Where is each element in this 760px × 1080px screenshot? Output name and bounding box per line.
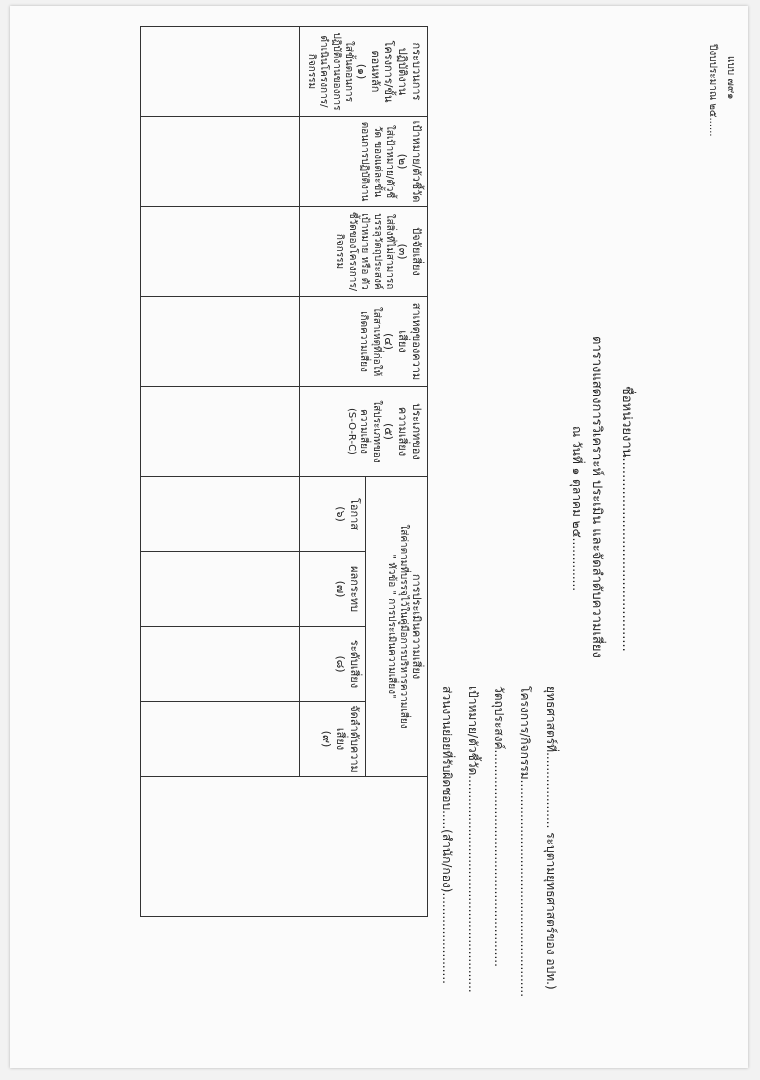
budget-year: ปีงบประมาณ ๒๕...... xyxy=(707,44,718,137)
objective-line: วัตถุประสงค์......................................................... xyxy=(492,686,506,967)
col-4-num: (๔) xyxy=(382,333,396,350)
col-3-header xyxy=(300,207,428,297)
agency-name-line: ชื่อหน่วยงาน............................................... xyxy=(619,386,634,652)
col-9-title: จัดลำดับความเสี่ยง xyxy=(334,705,361,773)
col-9-header xyxy=(300,702,366,777)
as-of-date: ณ วันที่ ๑ ตุลาคม ๒๕.............. xyxy=(570,426,584,592)
col-8-title: ระดับเสี่ยง xyxy=(347,639,361,689)
col-3-desc: ใส่สิ่งที่ไม่สามารถบรรลุวัตถุประสงค์ เป้าหมาย หรือ ตัวชี้วัดของโครงการ/กิจกรรม xyxy=(334,211,396,292)
col-1-num: (๑) xyxy=(355,63,368,80)
col-6-header xyxy=(300,477,366,552)
assessment-note: ใส่ค่าตามที่บรรจุไว้ในคู่มือการบริหารความเสี่ยง xyxy=(398,524,410,729)
responsible-unit-line: ส่วนงานย่อยที่รับผิดชอบ.....(สำนัก/กอง)........................ xyxy=(440,686,454,984)
table-cell xyxy=(141,207,300,297)
col-3-title: ปัจจัยเสี่ยง xyxy=(410,227,423,276)
col-4-desc: ใส่สาเหตุที่ก่อให้เกิดความเสี่ยง xyxy=(358,306,382,377)
col-3-num: (๓) xyxy=(396,243,410,260)
assessment-ref: " หัวข้อ " การประเมินความเสี่ยง" xyxy=(385,554,397,699)
assessment-header xyxy=(365,477,427,777)
col-2-header xyxy=(300,117,428,207)
target-line: เป้าหมาย/ตัวชี้วัด......................................................... xyxy=(466,686,480,993)
col-6-num: (๖) xyxy=(334,506,348,522)
table-cell xyxy=(141,627,300,702)
table-cell xyxy=(141,387,300,477)
blank-column xyxy=(141,777,428,917)
col-1-desc: ใส่ขั้นตอนการปฏิบัติงานของการดำเนินโครงการ/กิจกรรม xyxy=(305,32,355,111)
col-5-header xyxy=(300,387,428,477)
col-4-title: สาเหตุของความเสี่ยง xyxy=(396,302,423,381)
table-cell xyxy=(141,27,300,117)
col-7-num: (๗) xyxy=(334,580,348,598)
col-5-num: (๕) xyxy=(382,423,396,440)
table-cell xyxy=(141,477,300,552)
col-8-num: (๘) xyxy=(334,655,348,673)
col-2-desc: ใส่เป้าหมาย/ตัวชี้วัด ของแต่ละขั้นตอนการปฏิบัติงาน xyxy=(359,121,396,202)
table-cell xyxy=(141,552,300,627)
col-4-header xyxy=(300,297,428,387)
assessment-title: การประเมินความเสี่ยง xyxy=(410,573,423,680)
form-code: แบบ ๗๙๑ xyxy=(725,56,736,100)
table-cell xyxy=(141,297,300,387)
risk-assessment-table xyxy=(140,26,428,917)
col-7-header xyxy=(300,552,366,627)
col-9-num: (๙) xyxy=(320,730,334,748)
col-5-code: (S-O-R-C) xyxy=(345,408,357,455)
col-6-title: โอกาส xyxy=(347,497,361,531)
strategy-line: ยุทธศาสตร์ที่.................... ระบุตามยุทธศาสตร์ของ อปท.) xyxy=(544,686,558,990)
col-2-num: (๒) xyxy=(396,153,410,170)
project-line: โครงการ/กิจกรรม......................................................... xyxy=(518,686,532,998)
table-cell xyxy=(141,117,300,207)
col-2-title: เป้าหมาย/ตัวชี้วัด xyxy=(410,120,423,203)
col-5-desc: ใส่ประเภทของความเสี่ยง xyxy=(358,400,382,463)
table-cell xyxy=(141,702,300,777)
scanned-page xyxy=(10,6,748,1068)
header-row-1 xyxy=(365,27,427,917)
col-8-header xyxy=(300,627,366,702)
col-1-title: กระบวนการปฏิบัติงาน โครงการ/ขั้นตอนหลัก xyxy=(368,40,423,103)
landscape-form xyxy=(10,6,748,1068)
form-title: ตารางแสดงการวิเคราะห์ ประเมิน และจัดลำดับความเสี่ยง xyxy=(589,336,604,658)
col-5-title: ประเภทของความเสี่ยง xyxy=(396,403,423,460)
col-7-title: ผลกระทบ xyxy=(347,566,361,612)
col-1-header xyxy=(300,27,428,117)
